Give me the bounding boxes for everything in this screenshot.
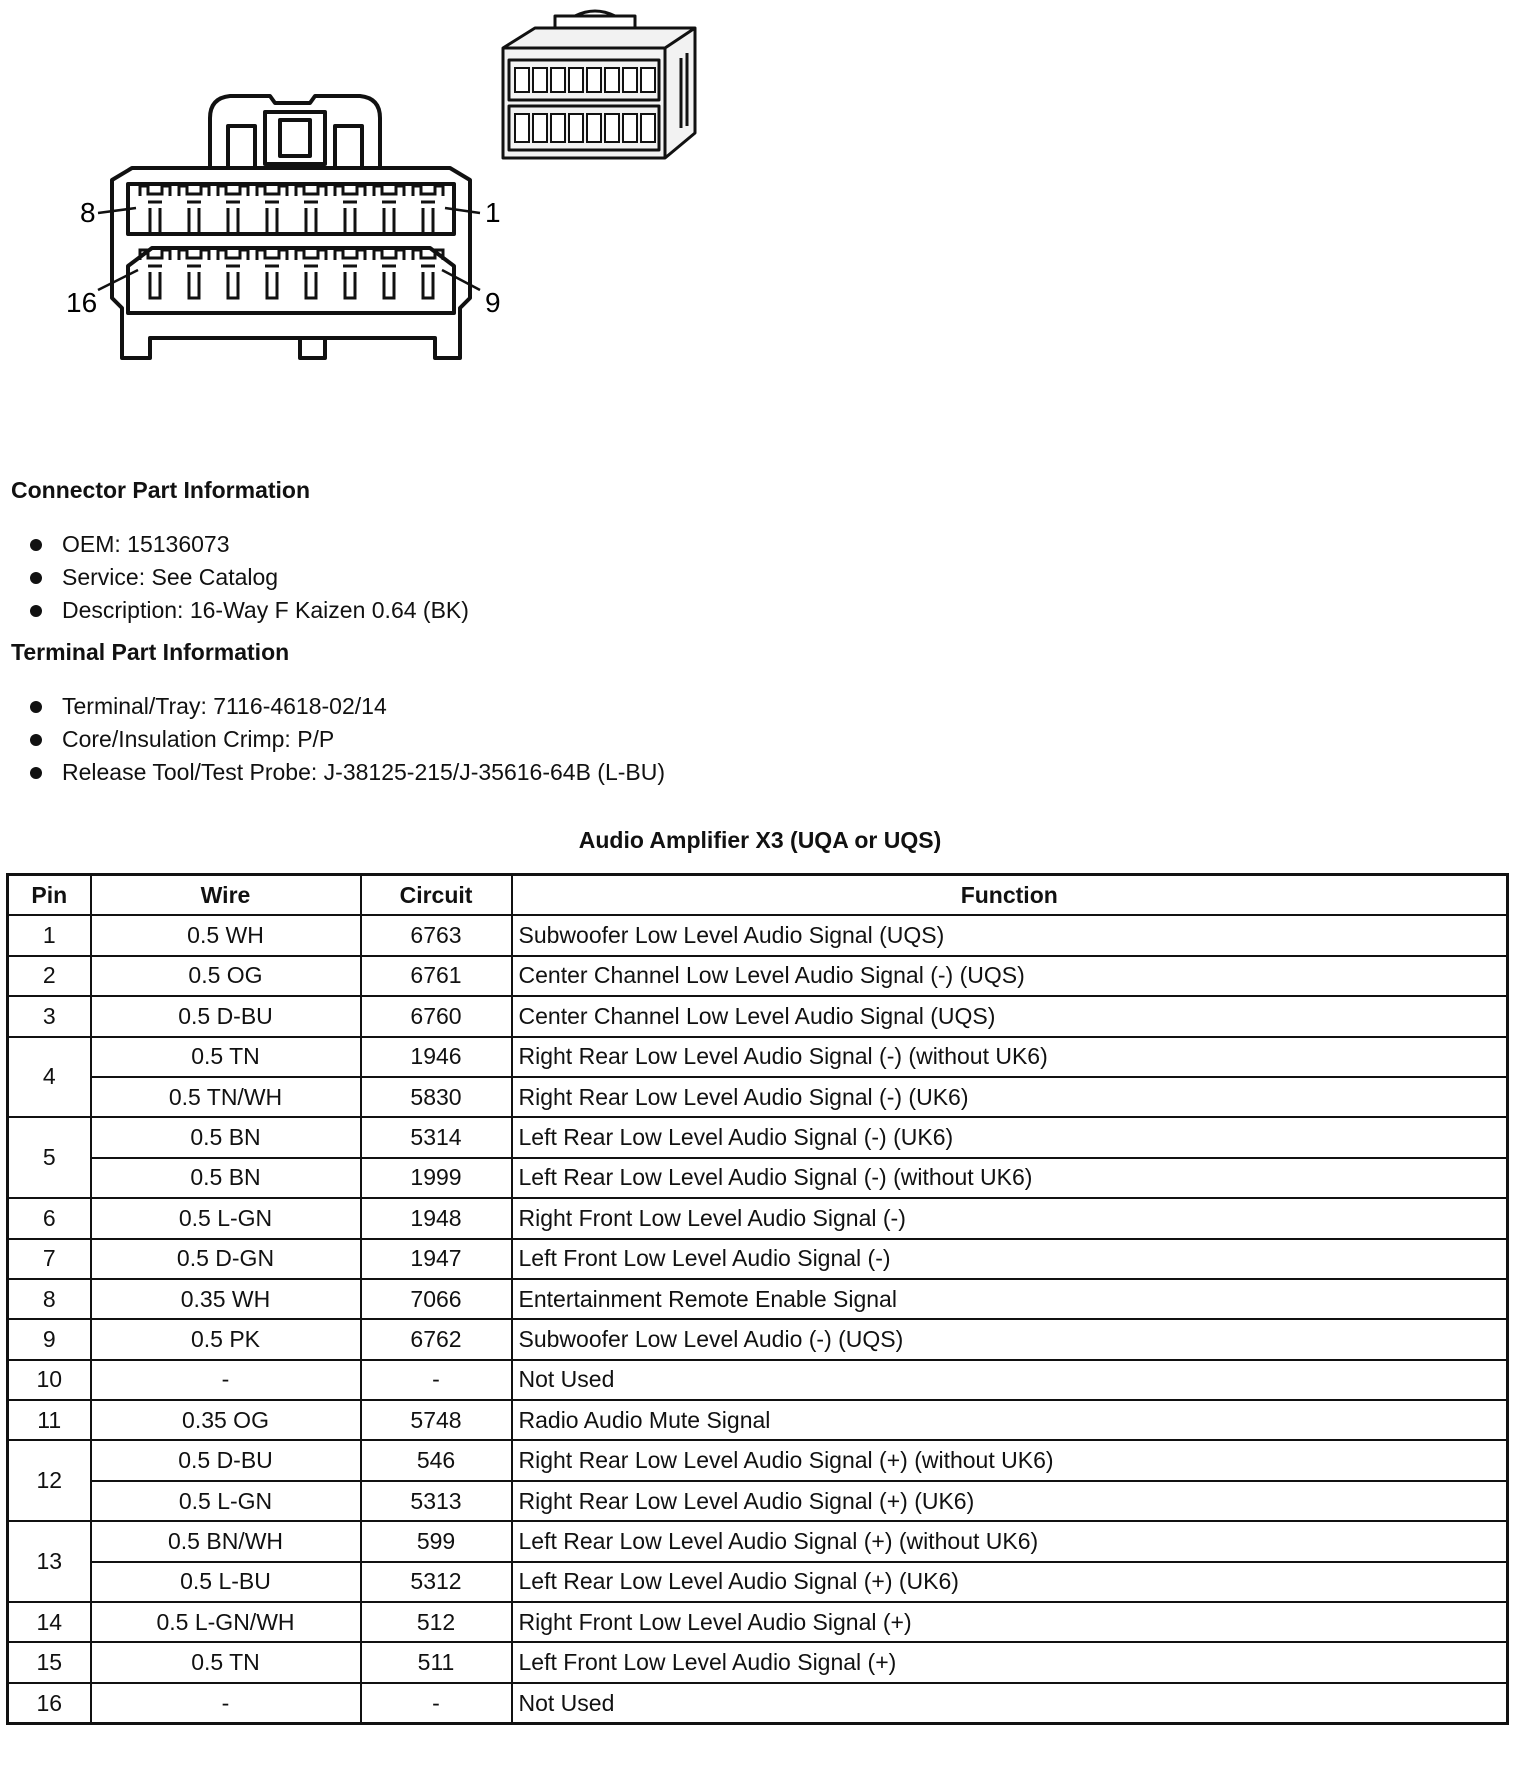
terminal-cavity [257,250,287,298]
cell-function: Right Rear Low Level Audio Signal (+) (UK6) [512,1481,1508,1521]
terminal-cavity [257,186,287,234]
terminal-info-tray: Terminal/Tray: 7116-4618-02/14 [30,690,665,723]
connector-info-list [30,528,469,627]
table-row [8,1400,1508,1440]
cell-circuit: 1947 [361,1239,512,1279]
cell-function: Left Rear Low Level Audio Signal (-) (UK6) [512,1117,1508,1157]
connector-info-description: Description: 16-Way F Kaizen 0.64 (BK) [30,594,469,627]
cell-pin: 1 [8,915,91,955]
cell-pin: 14 [8,1602,91,1642]
cell-circuit: 599 [361,1521,512,1561]
pin-label-9: 9 [485,287,501,318]
table-row [8,1642,1508,1682]
header-circuit: Circuit [361,875,512,916]
connector-isometric-view [495,8,705,158]
terminal-info-list [30,690,665,789]
cell-pin: 2 [8,956,91,996]
cell-circuit: 1948 [361,1198,512,1238]
cell-function: Left Front Low Level Audio Signal (-) [512,1239,1508,1279]
terminal-cavity [413,250,443,298]
cell-wire: 0.35 OG [91,1400,361,1440]
cell-function: Entertainment Remote Enable Signal [512,1279,1508,1319]
cell-wire: 0.5 L-GN [91,1481,361,1521]
cell-wire: 0.5 L-BU [91,1562,361,1602]
terminal-info-release-tool: Release Tool/Test Probe: J-38125-215/J-35616-64B (L-BU) [30,756,665,789]
cell-function: Not Used [512,1360,1508,1400]
cell-circuit: 5748 [361,1400,512,1440]
cell-wire: 0.5 TN [91,1037,361,1077]
cell-function: Subwoofer Low Level Audio Signal (UQS) [512,915,1508,955]
terminal-cavity [140,186,170,234]
cell-wire: 0.5 TN [91,1642,361,1682]
cell-function: Subwoofer Low Level Audio (-) (UQS) [512,1319,1508,1359]
pin-label-1: 1 [485,197,501,228]
cell-function: Radio Audio Mute Signal [512,1400,1508,1440]
cell-wire: 0.5 D-GN [91,1239,361,1279]
connector-info-oem: OEM: 15136073 [30,528,469,561]
connector-info-heading: Connector Part Information [11,477,311,503]
table-row [8,1158,1508,1198]
cell-function: Right Rear Low Level Audio Signal (-) (without UK6) [512,1037,1508,1077]
cell-wire: 0.5 BN [91,1158,361,1198]
terminal-cavity [413,186,443,234]
cell-function: Right Rear Low Level Audio Signal (+) (without UK6) [512,1440,1508,1480]
cell-pin: 4 [8,1037,91,1118]
table-row [8,1360,1508,1400]
table-row [8,1481,1508,1521]
terminal-cavity [374,186,404,234]
cell-wire: 0.5 L-GN [91,1198,361,1238]
cell-circuit: 6760 [361,996,512,1036]
cell-circuit: 6763 [361,915,512,955]
cell-pin: 5 [8,1117,91,1198]
cell-function: Not Used [512,1683,1508,1724]
cell-pin: 6 [8,1198,91,1238]
cell-wire: 0.35 WH [91,1279,361,1319]
table-row [8,956,1508,996]
cell-function: Left Rear Low Level Audio Signal (+) (without UK6) [512,1521,1508,1561]
cell-circuit: 5312 [361,1562,512,1602]
cell-pin: 15 [8,1642,91,1682]
pin-label-16: 16 [66,287,98,318]
table-row [8,1319,1508,1359]
cell-wire: 0.5 BN/WH [91,1521,361,1561]
table-row [8,1198,1508,1238]
table-row [8,1037,1508,1077]
cell-circuit: 5313 [361,1481,512,1521]
cell-wire: 0.5 D-BU [91,996,361,1036]
cell-function: Left Rear Low Level Audio Signal (-) (without UK6) [512,1158,1508,1198]
cell-wire: 0.5 BN [91,1117,361,1157]
cell-wire: 0.5 TN/WH [91,1077,361,1117]
terminal-cavity [179,250,209,298]
cell-function: Right Front Low Level Audio Signal (-) [512,1198,1508,1238]
header-function: Function [512,875,1508,916]
cell-circuit: 511 [361,1642,512,1682]
terminal-cavity [335,250,365,298]
table-row [8,1239,1508,1279]
table-row [8,1683,1508,1724]
table-row [8,1117,1508,1157]
cell-circuit: 7066 [361,1279,512,1319]
cell-wire: 0.5 WH [91,915,361,955]
cell-pin: 10 [8,1360,91,1400]
header-wire: Wire [91,875,361,916]
cell-circuit: 546 [361,1440,512,1480]
cell-function: Left Front Low Level Audio Signal (+) [512,1642,1508,1682]
cell-circuit: 5830 [361,1077,512,1117]
terminal-cavity [296,250,326,298]
housing-outline [112,168,470,358]
cell-pin: 13 [8,1521,91,1602]
cell-pin: 12 [8,1440,91,1521]
cell-wire: 0.5 L-GN/WH [91,1602,361,1642]
terminal-info-heading: Terminal Part Information [11,639,290,665]
table-title: Audio Amplifier X3 (UQA or UQS) [578,827,942,853]
cell-circuit: 512 [361,1602,512,1642]
cell-function: Center Channel Low Level Audio Signal (-) (UQS) [512,956,1508,996]
table-row [8,1521,1508,1561]
cell-function: Center Channel Low Level Audio Signal (UQS) [512,996,1508,1036]
cell-circuit: 5314 [361,1117,512,1157]
terminal-info-crimp: Core/Insulation Crimp: P/P [30,723,665,756]
cell-wire: 0.5 OG [91,956,361,996]
cell-wire: 0.5 D-BU [91,1440,361,1480]
terminal-cavity [218,186,248,234]
connector-info-service: Service: See Catalog [30,561,469,594]
terminal-cavity [179,186,209,234]
cell-circuit: 6761 [361,956,512,996]
cell-circuit: 1999 [361,1158,512,1198]
cell-function: Right Front Low Level Audio Signal (+) [512,1602,1508,1642]
cell-circuit: 6762 [361,1319,512,1359]
cell-pin: 3 [8,996,91,1036]
pinout-table [6,873,1509,1725]
pin-label-8: 8 [80,197,96,228]
terminal-cavity [374,250,404,298]
table-row [8,1279,1508,1319]
cell-pin: 11 [8,1400,91,1440]
table-row [8,996,1508,1036]
connector-face-diagram [66,8,560,378]
table-row [8,1602,1508,1642]
terminal-cavity [218,250,248,298]
header-pin: Pin [8,875,91,916]
cell-pin: 9 [8,1319,91,1359]
cell-pin: 16 [8,1683,91,1724]
cell-function: Left Rear Low Level Audio Signal (+) (UK6) [512,1562,1508,1602]
table-row [8,1440,1508,1480]
cell-wire: - [91,1683,361,1724]
cell-wire: 0.5 PK [91,1319,361,1359]
cell-circuit: - [361,1360,512,1400]
cell-pin: 7 [8,1239,91,1279]
terminal-cavity [335,186,365,234]
cell-wire: - [91,1360,361,1400]
table-header-row [8,875,1508,916]
cell-function: Right Rear Low Level Audio Signal (-) (UK6) [512,1077,1508,1117]
cell-pin: 8 [8,1279,91,1319]
table-row [8,1077,1508,1117]
table-row [8,915,1508,955]
cell-circuit: 1946 [361,1037,512,1077]
terminal-cavity [296,186,326,234]
table-row [8,1562,1508,1602]
terminal-cavity [140,250,170,298]
cell-circuit: - [361,1683,512,1724]
